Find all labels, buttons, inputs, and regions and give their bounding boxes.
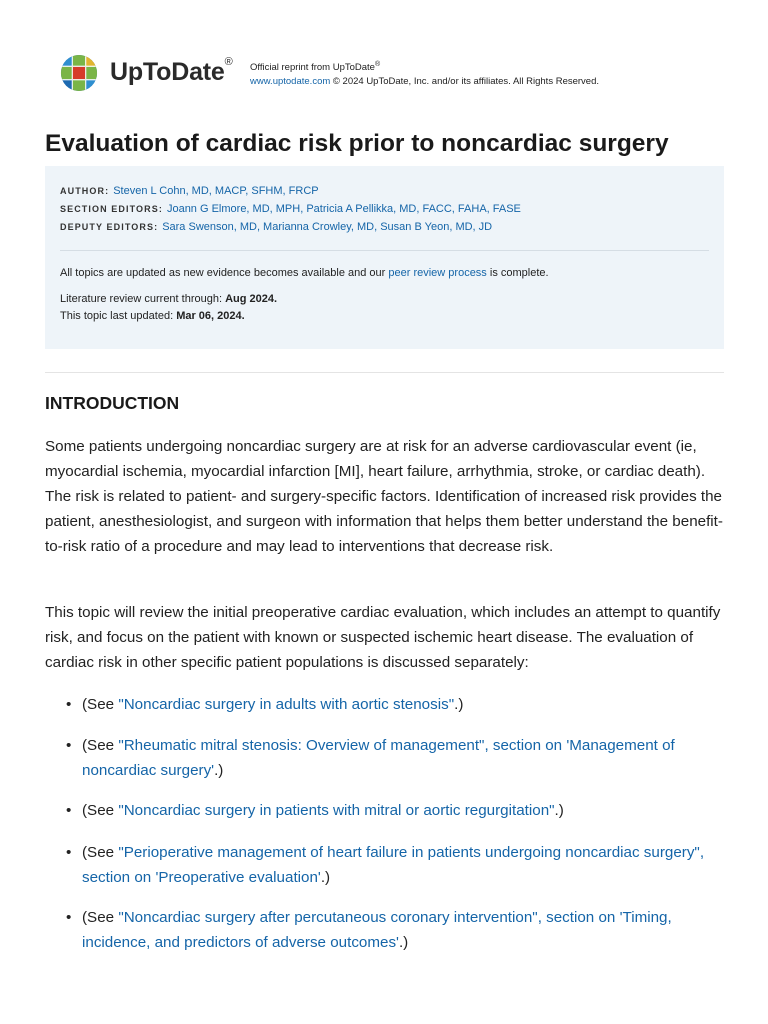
bullet-icon: • (66, 802, 72, 819)
literature-review-date: Literature review current through: Aug 2024. (60, 293, 278, 305)
section-heading-introduction: INTRODUCTION (45, 393, 180, 413)
list-item: • (See "Perioperative management of heart failure in patients undergoing noncardiac surgery", section on 'Preoperative evaluation'.) (82, 840, 722, 890)
topic-link-pci[interactable]: "Noncardiac surgery after percutaneous coronary intervention", section on 'Timing, incidence, and predictors of adverse outcomes' (82, 909, 672, 951)
intro-paragraph-2: This topic will review the initial preoperative cardiac evaluation, which includes an attempt to quantify risk, and focus on the patient with known or suspected ischemic heart disease. The evaluation of cardiac risk in other specific patient populations is discussed separately: (45, 604, 721, 671)
reprint-notice: Official reprint from UpToDate® www.uptodate.com © 2024 UpToDate, Inc. and/or its affiliates. All Rights Reserved. (250, 61, 600, 88)
author-link[interactable]: Steven L Cohn, MD, MACP, SFHM, FRCP (113, 185, 319, 197)
section-editors-line: SECTION EDITORS: Joann G Elmore, MD, MPH, Patricia A Pellikka, MD, FACC, FAHA, FASE (60, 203, 521, 215)
brand-name: UpToDate® (110, 55, 233, 86)
header (60, 52, 720, 96)
intro-paragraph-1: Some patients undergoing noncardiac surgery are at risk for an adverse cardiovascular event (ie, myocardial ischemia, myocardial infarction [MI], heart failure, arrhythmia, stroke, or cardiac death). The risk is related to patient- and surgery-specific factors. Identification of increased risk provides the patient, anesthesiologist, and surgeon with information that helps them better understand the benefit-to-risk ratio of a procedure and may lead to interventions that decrease risk. (45, 438, 723, 555)
deputy-editors-line: DEPUTY EDITORS: Sara Swenson, MD, Marianna Crowley, MD, Susan B Yeon, MD, JD (60, 221, 493, 233)
author-line: AUTHOR: Steven L Cohn, MD, MACP, SFHM, FRCP (60, 185, 319, 197)
bullet-icon: • (66, 696, 72, 713)
topic-link-mitral-aortic-regurgitation[interactable]: "Noncardiac surgery in patients with mitral or aortic regurgitation" (118, 802, 555, 819)
list-item: • (See "Noncardiac surgery in adults with aortic stenosis".) (82, 692, 722, 717)
page-title: Evaluation of cardiac risk prior to noncardiac surgery (45, 130, 669, 157)
topic-link-aortic-stenosis[interactable]: "Noncardiac surgery in adults with aortic stenosis" (118, 696, 455, 713)
last-updated-date: This topic last updated: Mar 06, 2024. (60, 310, 245, 322)
topic-info-box (45, 166, 724, 349)
topic-link-rheumatic-mitral-stenosis[interactable]: "Rheumatic mitral stenosis: Overview of management", section on 'Management of noncardiac surgery' (82, 737, 675, 779)
topic-link-heart-failure[interactable]: "Perioperative management of heart failure in patients undergoing noncardiac surgery", section on 'Preoperative evaluation' (82, 844, 705, 886)
list-item: • (See "Noncardiac surgery in patients with mitral or aortic regurgitation".) (82, 798, 722, 823)
uptodate-globe-logo-icon[interactable] (60, 54, 98, 92)
update-notice: All topics are updated as new evidence becomes available and our peer review process is complete. (60, 267, 549, 279)
divider (60, 250, 709, 251)
bullet-icon: • (66, 737, 72, 754)
section-divider (45, 372, 724, 373)
section-editors-link[interactable]: Joann G Elmore, MD, MPH, Patricia A Pellikka, MD, FACC, FAHA, FASE (166, 203, 521, 215)
peer-review-process-link[interactable]: peer review process (388, 267, 487, 279)
bullet-icon: • (66, 844, 72, 861)
list-item: • (See "Rheumatic mitral stenosis: Overview of management", section on 'Management of noncardiac surgery'.) (82, 733, 722, 783)
uptodate-website-link[interactable]: www.uptodate.com (250, 76, 331, 88)
list-item: • (See "Noncardiac surgery after percutaneous coronary intervention", section on 'Timing, incidence, and predictors of adverse outcomes'.) (82, 905, 722, 955)
bullet-icon: • (66, 909, 72, 926)
deputy-editors-link[interactable]: Sara Swenson, MD, Marianna Crowley, MD, Susan B Yeon, MD, JD (162, 221, 493, 233)
